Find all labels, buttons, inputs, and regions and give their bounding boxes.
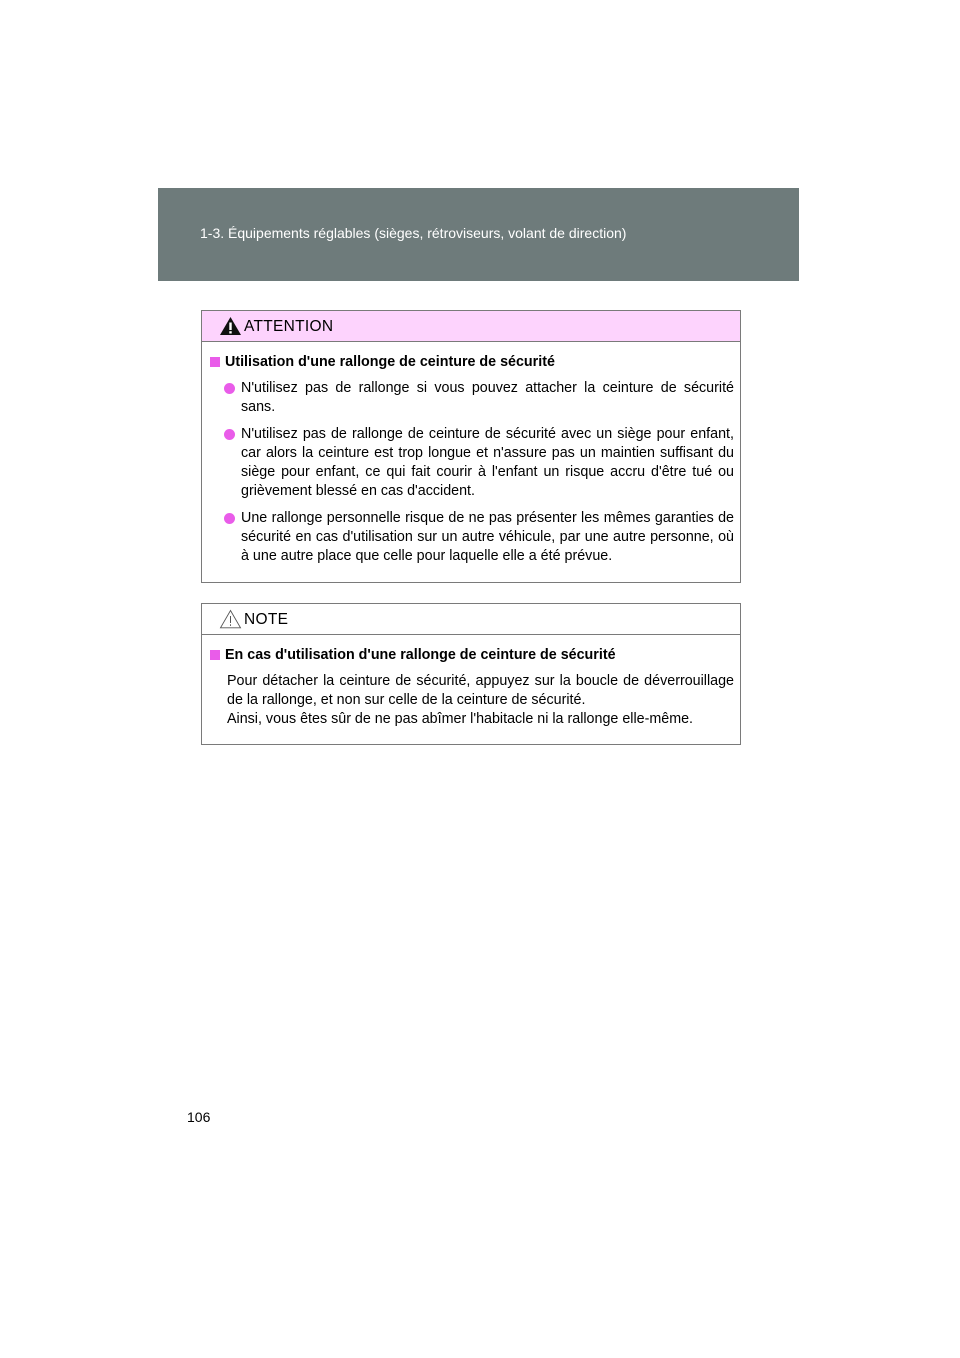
- note-box: [201, 603, 741, 745]
- round-bullet-icon: [224, 383, 235, 394]
- list-item: [210, 509, 734, 566]
- round-bullet-icon: [224, 513, 235, 524]
- round-bullet-icon: [224, 429, 235, 440]
- note-paragraph: [210, 672, 734, 729]
- note-header: [202, 604, 740, 635]
- warning-triangle-outline-icon: [219, 609, 242, 629]
- section-title: 1-3. Équipements réglables (sièges, rétroviseurs, volant de direction): [200, 225, 627, 241]
- note-line: Ainsi, vous êtes sûr de ne pas abîmer l'habitacle ni la rallonge elle-même.: [227, 711, 694, 727]
- attention-heading: [210, 353, 734, 371]
- attention-label: ATTENTION: [244, 318, 334, 335]
- bullet-text: N'utilisez pas de rallonge si vous pouvez attacher la ceinture de sécurité sans.: [241, 380, 734, 415]
- page-number: 106: [187, 1109, 211, 1125]
- note-heading: [210, 646, 734, 664]
- note-line: Pour détacher la ceinture de sécurité, appuyez sur la boucle de déverrouillage de la rallonge, et non sur celle de la ceinture de sécurité.: [227, 673, 734, 708]
- warning-triangle-filled-icon: [219, 316, 242, 336]
- note-label: NOTE: [244, 611, 289, 628]
- attention-box: [201, 310, 741, 583]
- square-bullet-icon: [210, 650, 220, 660]
- bullet-text: Une rallonge personnelle risque de ne pas présenter les mêmes garanties de sécurité en cas d'utilisation sur un autre véhicule, par une autre personne, où à une autre place que celle pour laquelle elle a été prévue.: [241, 510, 734, 564]
- attention-header: [202, 311, 740, 342]
- list-item: [210, 379, 734, 417]
- square-bullet-icon: [210, 357, 220, 367]
- list-item: [210, 425, 734, 501]
- section-header-band: [158, 188, 799, 281]
- bullet-text: N'utilisez pas de rallonge de ceinture de sécurité avec un siège pour enfant, car alors la ceinture est trop longue et n'assure pas un maintien suffisant du siège pour enfant, ce qui fait courir à l'enfant un risque accru d'être tué ou grièvement blessé en cas d'accident.: [241, 426, 734, 499]
- note-heading-text: En cas d'utilisation d'une rallonge de ceinture de sécurité: [225, 647, 616, 663]
- attention-heading-text: Utilisation d'une rallonge de ceinture de sécurité: [225, 354, 555, 370]
